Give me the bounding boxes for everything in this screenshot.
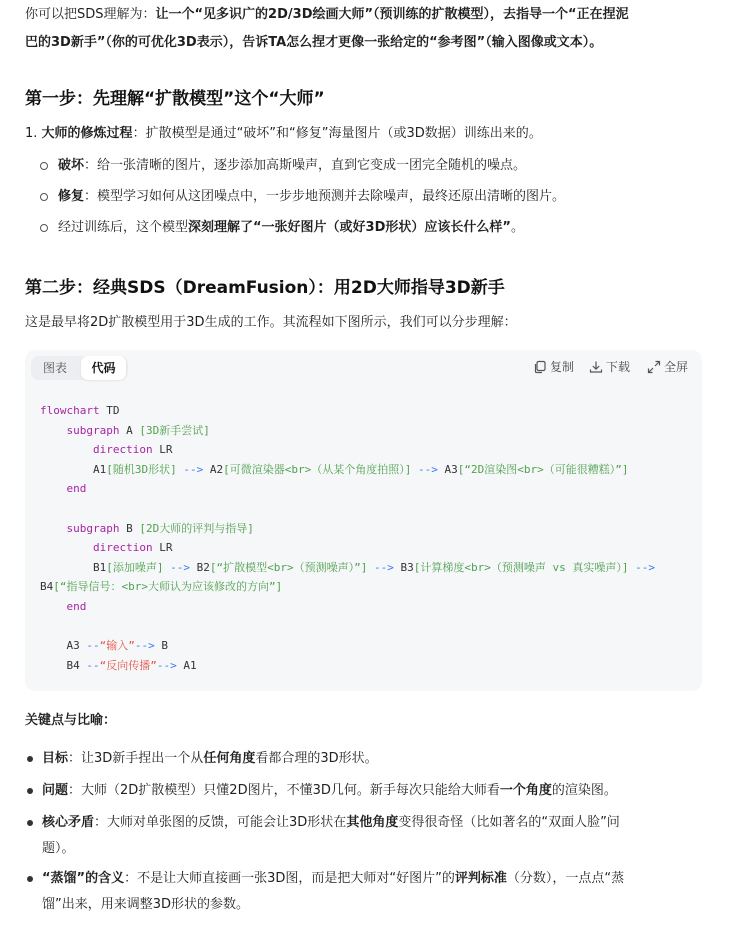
copy-label: 复制 [550, 360, 575, 374]
kp-text-2: 变得很奇怪（比如著名的“双面人脸”问 [398, 815, 620, 830]
kp-text-3: 题）。 [42, 841, 75, 856]
code-token: B2 [196, 560, 210, 574]
view-toggle [31, 356, 128, 380]
code-token: subgraph [66, 423, 120, 437]
fullscreen-button[interactable] [647, 358, 688, 376]
code-token: --> [176, 462, 210, 476]
kp-bold-2: 一个角度 [499, 783, 552, 798]
download-label: 下载 [606, 360, 631, 374]
kp-text-3: 馏”出来，用来调整3D形状的参数。 [42, 897, 250, 912]
bullet-circle-icon [40, 162, 48, 170]
code-token: direction [92, 541, 153, 555]
fullscreen-icon [647, 360, 661, 374]
code-token: A [119, 423, 140, 437]
bullet-dot-icon [27, 820, 33, 826]
kp-bold-2: 其他角度 [346, 815, 399, 830]
kp-bold: “蒸馏”的含义 [42, 871, 125, 886]
code-token: subgraph [66, 521, 120, 535]
code-token: “反向传播” [99, 658, 157, 672]
kp-text-2: 的渲染图。 [551, 783, 617, 798]
download-button[interactable] [589, 358, 630, 376]
copy-button[interactable] [533, 358, 574, 376]
code-token: TD [99, 404, 120, 417]
code-token: -- [79, 658, 100, 672]
code-token: --> [163, 560, 197, 574]
step1-sub-item-1 [58, 154, 526, 178]
intro-text-bold-cont: 巴的3D新手”（你的可优化3D表示），告诉TA怎么捏才更像一张给定的“参考图”（输入图像或文本）。 [25, 35, 603, 50]
item-bold: 大师的修炼过程 [41, 126, 133, 141]
kp-text: ：让3D新手捏出一个从 [68, 751, 204, 766]
code-token: “输入” [99, 639, 135, 653]
sub-bold: 修复 [58, 189, 85, 204]
item-text: ：扩散模型是通过“破坏”和“修复”海量图片（或3D数据）训练出来的。 [132, 126, 542, 141]
code-token: A3 [444, 462, 458, 476]
code-token: [计算梯度<br>（预测噪声 vs 真实噪声）] [413, 560, 629, 574]
intro-text-bold: 让一个“见多识广的2D/3D绘画大师”（预训练的扩散模型），去指导一个“正在捏泥 [155, 7, 629, 22]
code-token: flowchart [40, 404, 100, 417]
sub-bold: 破坏 [58, 158, 85, 173]
bullet-circle-icon [40, 224, 48, 232]
code-token: B3 [400, 560, 414, 574]
code-token: B4 [40, 580, 54, 594]
code-token: LR [152, 541, 173, 555]
code-token: B [161, 639, 168, 653]
kp-bold: 问题 [42, 783, 69, 798]
list-number: 1. [25, 126, 38, 141]
code-token: B [119, 521, 140, 535]
code-token: end [66, 482, 87, 496]
code-token: --> [134, 639, 162, 653]
code-token: A1 [92, 462, 107, 476]
intro-paragraph [25, 3, 725, 55]
code-token: --> [628, 560, 655, 574]
tab-code[interactable]: 代码 [81, 356, 126, 380]
key-point-item [42, 778, 712, 804]
code-panel [25, 350, 702, 691]
code-token: --> [411, 462, 445, 476]
code-block [40, 401, 655, 675]
code-token: end [66, 599, 87, 613]
sub-text: ：模型学习如何从这团噪点中，一步步地预测并去除噪声，最终还原出清晰的图片。 [84, 189, 566, 204]
code-token: [可微渲染器<br>（从某个角度拍照）] [223, 462, 412, 476]
kp-bold: 核心矛盾 [42, 815, 95, 830]
code-token: [随机3D形状] [106, 462, 177, 476]
kp-text: ：大师（2D扩散模型）只懂2D图片，不懂3D几何。新手每次只能给大师看 [68, 783, 500, 798]
code-token: A3 [66, 639, 80, 653]
step1-list-item-1 [25, 122, 542, 146]
intro-text-lead: 你可以把SDS理解为： [25, 7, 156, 22]
bullet-dot-icon [27, 756, 33, 762]
step1-sub-item-2 [58, 185, 565, 209]
kp-text: ：不是让大师直接画一张3D图，而是把大师对“好图片”的 [124, 871, 455, 886]
step1-sub-item-3 [58, 216, 524, 240]
bullet-dot-icon [27, 876, 33, 882]
key-points-heading: 关键点与比喻： [25, 713, 117, 728]
kp-text-2: （分数），一点点“蒸 [506, 871, 625, 886]
code-token: [2D大师的评判与指导] [139, 521, 254, 535]
kp-bold-2: 评判标准 [454, 871, 507, 886]
code-token: [“指导信号：<br>大师认为应该修改的方向”] [53, 580, 283, 594]
sub-text: 经过训练后，这个模型 [58, 220, 189, 235]
code-token: B1 [92, 560, 107, 574]
code-token: -- [79, 639, 100, 653]
code-token: --> [367, 560, 401, 574]
tab-chart[interactable]: 图表 [42, 361, 67, 375]
fullscreen-label: 全屏 [664, 360, 689, 374]
code-token: A1 [183, 658, 197, 672]
kp-text: ：大师对单张图的反馈，可能会让3D形状在 [94, 815, 347, 830]
code-token: A2 [209, 462, 224, 476]
code-token: LR [152, 443, 173, 457]
step1-heading: 第一步：先理解“扩散模型”这个“大师” [25, 89, 325, 109]
code-token: [“2D渲染图<br>（可能很糟糕）”] [457, 462, 629, 476]
kp-bold-2: 任何角度 [203, 751, 256, 766]
kp-bold: 目标 [42, 751, 69, 766]
code-token: [3D新手尝试] [139, 423, 210, 437]
sub-bold: 深刻理解了“一张好图片（或好3D形状）应该长什么样” [188, 220, 511, 235]
bullet-dot-icon [27, 788, 33, 794]
kp-text-2: 看都合理的3D形状。 [255, 751, 378, 766]
bullet-circle-icon [40, 193, 48, 201]
step2-heading: 第二步：经典SDS（DreamFusion）：用2D大师指导3D新手 [25, 278, 505, 298]
code-token: [“扩散模型<br>（预测噪声）”] [209, 560, 368, 574]
code-token: --> [156, 658, 184, 672]
code-token: B4 [66, 658, 80, 672]
sub-text-end: 。 [510, 220, 524, 235]
download-icon [589, 360, 603, 374]
key-point-item [42, 866, 712, 918]
key-point-item [42, 746, 702, 772]
key-point-item [42, 810, 712, 862]
step2-description: 这是最早将2D扩散模型用于3D生成的工作。其流程如下图所示，我们可以分步理解： [25, 315, 517, 330]
code-token: direction [92, 443, 153, 457]
sub-text: ：给一张清晰的图片，逐步添加高斯噪声，直到它变成一团完全随机的噪点。 [84, 158, 527, 173]
copy-icon [533, 360, 547, 374]
code-token: [添加噪声] [106, 560, 164, 574]
